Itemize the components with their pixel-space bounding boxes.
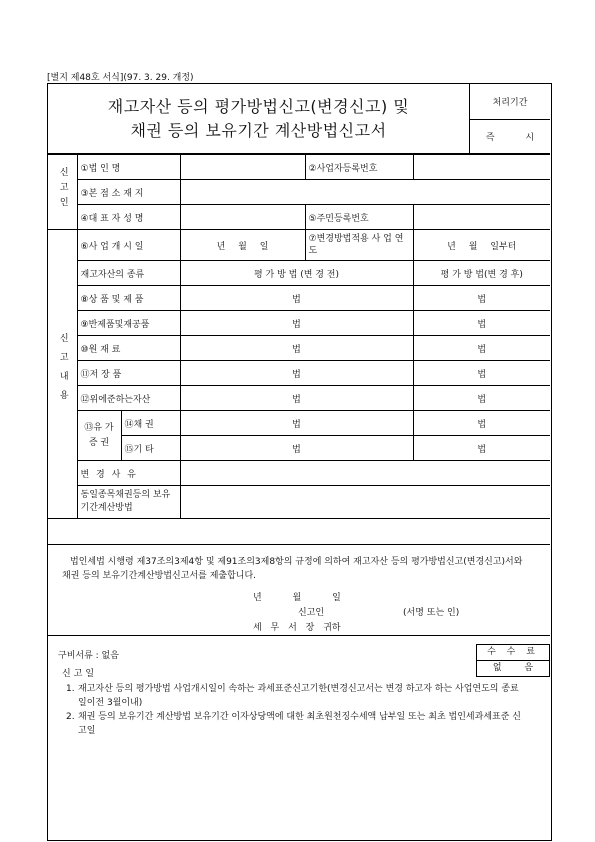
head-office-address-field[interactable] [180, 180, 550, 205]
note-text: 재고자산 등의 평가방법 사업개시일이 속하는 과세표준신고기한(변경신고서는 변경 하고자 하는 사업연도의 종료일이전 3월이내) [78, 684, 519, 708]
note-item [66, 682, 526, 710]
securities-label: ⑬유 가 증 권 [77, 411, 121, 461]
declaration-section [48, 544, 550, 636]
fee-value: 없 음 [492, 663, 544, 673]
processing-period-value: 즉 시 [485, 133, 549, 143]
method-before-field[interactable]: 법 [180, 436, 413, 461]
form-title [48, 84, 470, 154]
change-applied-year-field[interactable]: 년 월 일부터 [413, 230, 550, 261]
method-before-field[interactable]: 법 [180, 386, 413, 411]
processing-period-label: 처리기간 [470, 84, 550, 120]
business-start-date-label: ⑥사 업 개 시 일 [77, 230, 180, 261]
form-title-line-1: 재고자산 등의 평가방법신고(변경신고) 및 [107, 96, 410, 116]
fee-label: 수 수 료 [477, 645, 549, 661]
item-label: ⑪저 장 품 [77, 361, 180, 386]
form-title-line-2: 채권 등의 보유기간 계산방법신고서 [130, 120, 387, 140]
method-before-field[interactable]: 법 [180, 336, 413, 361]
change-applied-year-label: ⑦변경방법적용 사 업 연 도 [305, 230, 413, 261]
method-after-field[interactable]: 법 [413, 386, 550, 411]
method-before-header: 평 가 방 법 (변 경 전) [180, 261, 413, 286]
declaration-text: 법인세법 시행령 제37조의3제4항 및 제91조의3제8항의 규정에 의하여 재고자산 등의 평가방법신고(변경신고)서와 채권 등의 보유기간계산방법신고서를 제출합니다. [62, 557, 523, 581]
filing-date-title: 신고일 [62, 669, 98, 679]
business-start-date-field[interactable]: 년 월 일 [180, 230, 305, 261]
holding-period-method-label: 동일종목채권등의 보유기간계산방법 [77, 486, 180, 519]
filing-notes [66, 682, 526, 738]
applicant-section-label: 신고인 [48, 155, 77, 230]
note-number: 2. [66, 712, 75, 722]
securities-item-label: ⑭채 권 [121, 411, 180, 436]
item-label: ⑫위에준하는자산 [77, 386, 180, 411]
processing-period-box [470, 84, 550, 154]
method-before-field[interactable]: 법 [180, 411, 413, 436]
method-after-field[interactable]: 법 [413, 411, 550, 436]
company-name-label: ①법 인 명 [77, 155, 180, 180]
representative-name-field[interactable] [180, 205, 305, 230]
method-before-field[interactable]: 법 [180, 311, 413, 336]
item-label: ⑩원 재 료 [77, 336, 180, 361]
method-after-field[interactable]: 법 [413, 286, 550, 311]
method-after-field[interactable]: 법 [413, 336, 550, 361]
change-reason-field[interactable] [180, 461, 550, 486]
item-label: ⑧상 품 및 제 품 [77, 286, 180, 311]
declaration-date[interactable]: 년 월 일 [253, 593, 341, 603]
business-reg-number-label: ②사업자등록번호 [305, 155, 413, 180]
method-before-field[interactable]: 법 [180, 361, 413, 386]
resident-reg-number-field[interactable] [413, 205, 550, 230]
content-section-label: 신고내용 [48, 230, 77, 519]
method-before-field[interactable]: 법 [180, 286, 413, 311]
method-after-field[interactable]: 법 [413, 436, 550, 461]
form-table [48, 154, 550, 519]
note-text: 채권 등의 보유기간 계산방법 보유기간 이자상당액에 대한 최초원천징수세액 납부일 또는 최초 법인세과세표준 신고일 [78, 712, 521, 736]
form-number-note: [별지 제48호 서식](97. 3. 29. 개정) [47, 73, 194, 83]
item-label: ⑨반제품및재공품 [77, 311, 180, 336]
fee-box [476, 644, 550, 677]
representative-name-label: ④대 표 자 성 명 [77, 205, 180, 230]
inventory-kind-header: 재고자산의 종류 [77, 261, 180, 286]
declaration-applicant-label: 신고인 [298, 608, 325, 618]
form-frame [47, 83, 552, 841]
signature-field[interactable]: (서명 또는 인) [403, 608, 460, 618]
note-number: 1. [66, 684, 75, 694]
securities-item-label: ⑮기 타 [121, 436, 180, 461]
business-reg-number-field[interactable] [413, 155, 550, 180]
holding-period-method-field[interactable] [180, 486, 550, 519]
note-item [66, 710, 526, 738]
company-name-field[interactable] [180, 155, 305, 180]
required-documents: 구비서류 : 없음 [58, 651, 119, 661]
change-reason-label: 변 경 사 유 [77, 461, 180, 486]
method-after-field[interactable]: 법 [413, 361, 550, 386]
method-after-header: 평 가 방 법(변 경 후) [413, 261, 550, 286]
method-after-field[interactable]: 법 [413, 311, 550, 336]
resident-reg-number-label: ⑤주민등록번호 [305, 205, 413, 230]
recipient: 세 무 서 장 귀하 [253, 623, 341, 633]
head-office-address-label: ③본 점 소 재 지 [77, 180, 180, 205]
